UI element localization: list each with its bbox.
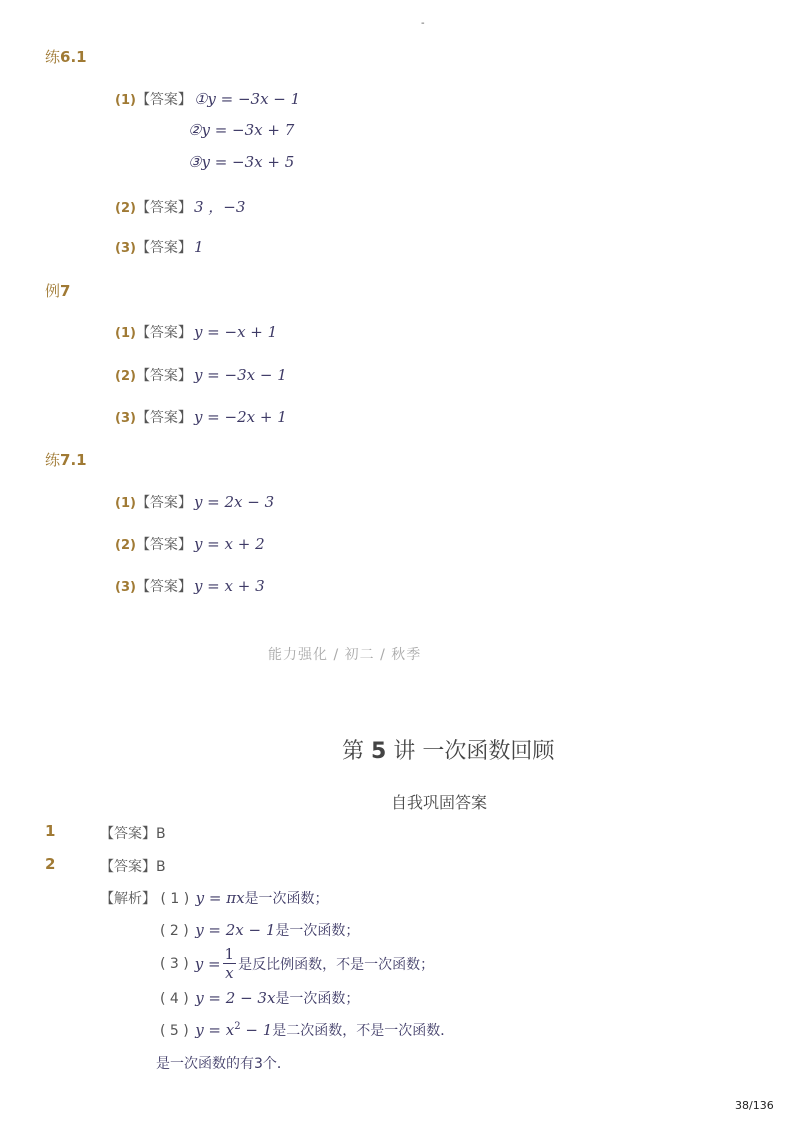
answer-math: ②y = −3x + 7	[188, 121, 295, 139]
analysis-math: y =	[194, 954, 221, 973]
item-number: (1)	[115, 496, 136, 511]
answer-math: y = −x + 1	[193, 323, 278, 341]
analysis-line	[160, 1020, 454, 1040]
answer-math: y = 2x − 3	[193, 493, 275, 511]
answer-math: 3 ，−3	[193, 198, 246, 216]
answer-math: ①y = −3x − 1	[193, 90, 301, 108]
fraction	[223, 945, 237, 982]
chapter-number: 5	[371, 739, 387, 764]
answer-row	[115, 237, 203, 257]
analysis-index: ( 4 )	[160, 991, 189, 1007]
answer-row	[115, 492, 274, 512]
item-number: (3)	[115, 411, 136, 426]
answer-tag: 【答案】	[100, 826, 156, 842]
answer-tag: 【答案】	[135, 240, 192, 256]
item-number: (2)	[115, 538, 136, 553]
analysis-math	[195, 1021, 272, 1039]
answer-tag: 【答案】	[135, 92, 192, 108]
analysis-index: ( 5 )	[160, 1023, 189, 1039]
analysis-conclusion: 是一次函数的有3个．	[156, 1056, 291, 1072]
analysis-math: y = πx	[195, 889, 245, 907]
section-title-num: 7	[60, 282, 71, 300]
answer-tag: 【答案】	[135, 579, 192, 595]
answer-line	[100, 856, 166, 876]
item-number: (1)	[115, 93, 136, 108]
answer-row	[115, 322, 277, 342]
analysis-text: 是二次函数，不是一次函数．	[272, 1023, 455, 1039]
item-number: (3)	[115, 580, 136, 595]
analysis-text: 是一次函数；	[275, 923, 360, 939]
answer-row	[115, 534, 265, 554]
answer-line	[100, 823, 166, 843]
answer-math: y = x + 2	[193, 535, 265, 553]
answer-row	[115, 576, 265, 596]
answer-tag: 【答案】	[135, 200, 192, 216]
analysis-index: ( 3 )	[160, 955, 189, 972]
section-subtitle: 自我巩固答案	[391, 793, 488, 812]
answer-tag: 【答案】	[100, 859, 156, 875]
section-title-num: 7.1	[60, 451, 87, 469]
answer-tag: 【答案】	[135, 537, 192, 553]
section-title-cn: 练	[45, 451, 61, 469]
analysis-math-tail: − 1	[240, 1021, 273, 1039]
answer-row	[115, 365, 287, 385]
section-title-cn: 练	[45, 48, 61, 66]
page-footer-series: 能力强化 / 初二 / 秋季	[268, 647, 422, 663]
section-title-cn: 例	[45, 282, 61, 300]
section-title-lian-7-1	[45, 449, 87, 470]
chapter-heading	[342, 734, 554, 765]
fraction-numerator: 1	[224, 945, 235, 963]
section-title-lian-6-1	[45, 46, 87, 67]
analysis-text: 是一次函数；	[275, 991, 360, 1007]
analysis-line	[160, 988, 359, 1008]
item-number: (2)	[115, 369, 136, 384]
analysis-text: 是一次函数；	[244, 891, 329, 907]
item-number: (2)	[115, 201, 136, 216]
section-title-li-7	[45, 280, 70, 301]
chapter-title: 讲 一次函数回顾	[393, 739, 555, 764]
analysis-math-base: y = x	[195, 1021, 235, 1039]
answer-math: y = x + 3	[193, 577, 265, 595]
answer-math: 1	[193, 238, 204, 256]
analysis-text: 是反比例函数，不是一次函数；	[238, 956, 435, 973]
chapter-prefix: 第	[342, 739, 365, 764]
item-number: (3)	[115, 241, 136, 256]
answer-tag: 【答案】	[135, 368, 192, 384]
answer-row-continuation	[186, 153, 294, 171]
analysis-tag: 【解析】	[100, 891, 156, 907]
question-number: 2	[45, 855, 56, 873]
analysis-line	[160, 920, 359, 940]
answer-tag: 【答案】	[135, 325, 192, 341]
answer-tag: 【答案】	[135, 410, 192, 426]
analysis-line	[160, 945, 434, 982]
fraction-denominator: x	[225, 964, 234, 982]
analysis-math: y = 2 − 3x	[195, 989, 276, 1007]
item-number: (1)	[115, 326, 136, 341]
answer-math: ③y = −3x + 5	[188, 153, 295, 171]
answer-row	[115, 89, 300, 109]
answer-row-continuation	[186, 121, 294, 139]
answer-row	[115, 407, 287, 427]
page-number: 38/136	[735, 1099, 774, 1112]
top-mark: -	[421, 18, 425, 29]
answer-row	[115, 196, 245, 217]
answer-value: B	[156, 826, 166, 842]
question-number: 1	[45, 822, 56, 840]
analysis-index: ( 2 )	[160, 923, 189, 939]
analysis-index: ( 1 )	[160, 891, 190, 907]
answer-math: y = −2x + 1	[193, 408, 287, 426]
answer-math: y = −3x − 1	[193, 366, 287, 384]
analysis-line	[100, 888, 329, 908]
answer-tag: 【答案】	[135, 495, 192, 511]
analysis-math-exponent: 2	[234, 1021, 241, 1032]
section-title-num: 6.1	[60, 48, 87, 66]
analysis-math: y = 2x − 1	[195, 921, 276, 939]
answer-value: B	[156, 859, 166, 875]
